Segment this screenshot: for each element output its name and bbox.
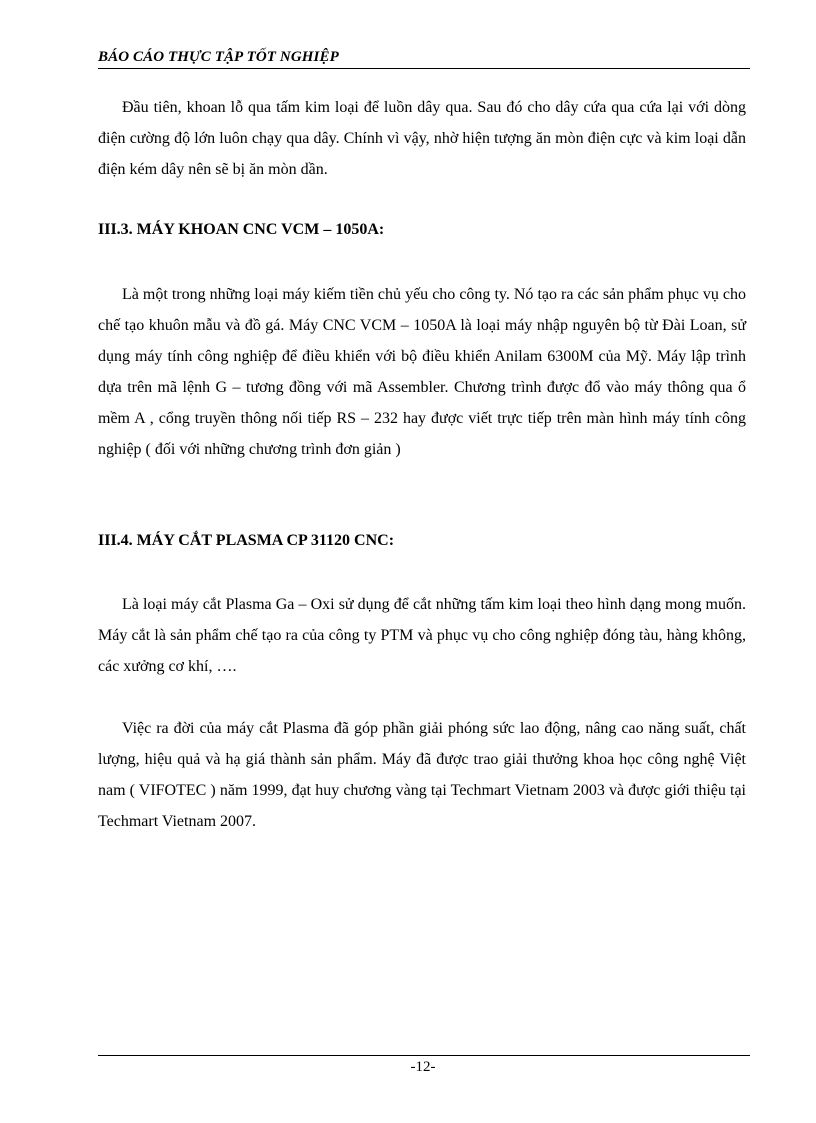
section-heading-cnc-drill: III.3. MÁY KHOAN CNC VCM – 1050A:	[98, 221, 385, 238]
section-heading-plasma-cutter: III.4. MÁY CẮT PLASMA CP 31120 CNC:	[98, 532, 395, 549]
page-header	[98, 48, 750, 69]
paragraph-plasma-awards: Việc ra đời của máy cắt Plasma đã góp phần giải phóng sức lao động, nâng cao năng suất, chất lượng, hiệu quả và hạ giá thành sản phẩm. Máy đã được trao giải thưởng khoa học công nghệ Việt nam ( VIFOTEC ) năm 1999, đạt huy chương vàng tại Techmart Vietnam 2003 và được giới thiệu tại Techmart Vietnam 2007.	[98, 720, 746, 830]
report-title: BÁO CÁO THỰC TẬP TỐT NGHIỆP	[98, 49, 339, 65]
paragraph-cnc-drill: Là một trong những loại máy kiếm tiền chủ yếu cho công ty. Nó tạo ra các sản phẩm phục vụ cho chế tạo khuôn mẫu và đồ gá. Máy CNC VCM – 1050A là loại máy nhập nguyên bộ từ Đài Loan, sử dụng máy tính công nghiệp để điều khiển với bộ điều khiển Anilam 6300M của Mỹ. Máy lập trình dựa trên mã lệnh G – tương đồng với mã Assembler. Chương trình được đổ vào máy thông qua ổ mềm A , cổng truyền thông nối tiếp RS – 232 hay được viết trực tiếp trên màn hình máy tính công nghiệp ( đối với những chương trình đơn giản )	[98, 286, 746, 458]
page-number: -12-	[410, 1059, 436, 1075]
paragraph-wire-cutting: Đầu tiên, khoan lỗ qua tấm kim loại để luồn dây qua. Sau đó cho dây cứa qua cứa lại với dòng điện cường độ lớn luôn chạy qua dây. Chính vì vậy, nhờ hiện tượng ăn mòn điện cực và kim loại dẫn điện kém dây nên sẽ bị ăn mòn dần.	[98, 99, 746, 178]
paragraph-plasma-cutter: Là loại máy cắt Plasma Ga – Oxi sử dụng để cắt những tấm kim loại theo hình dạng mong muốn. Máy cắt là sản phẩm chế tạo ra của công ty PTM và phục vụ cho công nghiệp đóng tàu, hàng không, các xưởng cơ khí, ….	[98, 596, 746, 675]
footer-divider	[98, 1055, 750, 1056]
